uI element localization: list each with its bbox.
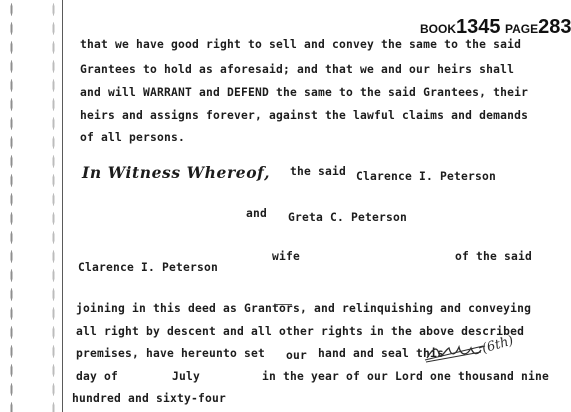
husband-name: Clarence I. Peterson	[78, 261, 219, 274]
page-label: PAGE	[504, 22, 539, 36]
book-label: BOOK	[420, 22, 456, 36]
year-phrase-text: in the year of our Lord one thousand nine	[262, 370, 550, 383]
wife-label: wife	[272, 250, 301, 263]
warranty-line-4: heirs and assigns forever, against the lawful claims and demands	[80, 109, 529, 122]
witness-heading: In Witness Whereof,	[82, 163, 271, 182]
warranty-line-3: and will WARRANT and DEFEND the same to the said Grantees, their	[80, 86, 529, 99]
book-page-reference	[420, 16, 571, 39]
witness-and: and	[246, 207, 268, 220]
grantor-name-1: Clarence I. Peterson	[356, 170, 497, 183]
handwritten-date	[423, 333, 516, 368]
premises-text: premises, have hereunto set	[76, 347, 266, 360]
grantors-line-1: joining in this deed as Grantors, and relinquishing and conveying	[76, 302, 532, 315]
our-text: our	[286, 349, 308, 362]
day-of-text: day of	[76, 370, 119, 383]
book-number: 1345	[456, 16, 501, 38]
signature-mark	[276, 304, 292, 311]
handwritten-date-text: (6th)	[480, 333, 516, 357]
page-number: 283	[538, 16, 571, 38]
hand-and-seal-text: hand and seal this	[318, 347, 445, 360]
margin-line	[62, 0, 63, 412]
warranty-line-2: Grantees to hold as aforesaid; and that we and our heirs shall	[80, 63, 515, 76]
grantors-line-2: all right by descent and all other rights in the above described	[76, 325, 525, 338]
month-text: July	[172, 370, 201, 383]
grantor-name-2: Greta C. Peterson	[288, 211, 408, 224]
warranty-line-5: of all persons.	[80, 131, 186, 144]
left-edge-dots	[10, 0, 13, 412]
warranty-line-1: that we have good right to sell and convey the same to the said	[80, 38, 522, 51]
left-edge-dots-inner	[52, 0, 55, 412]
year-text: hundred and sixty-four	[72, 392, 227, 405]
of-the-said: of the said	[455, 250, 533, 263]
witness-said: the said	[290, 165, 347, 178]
